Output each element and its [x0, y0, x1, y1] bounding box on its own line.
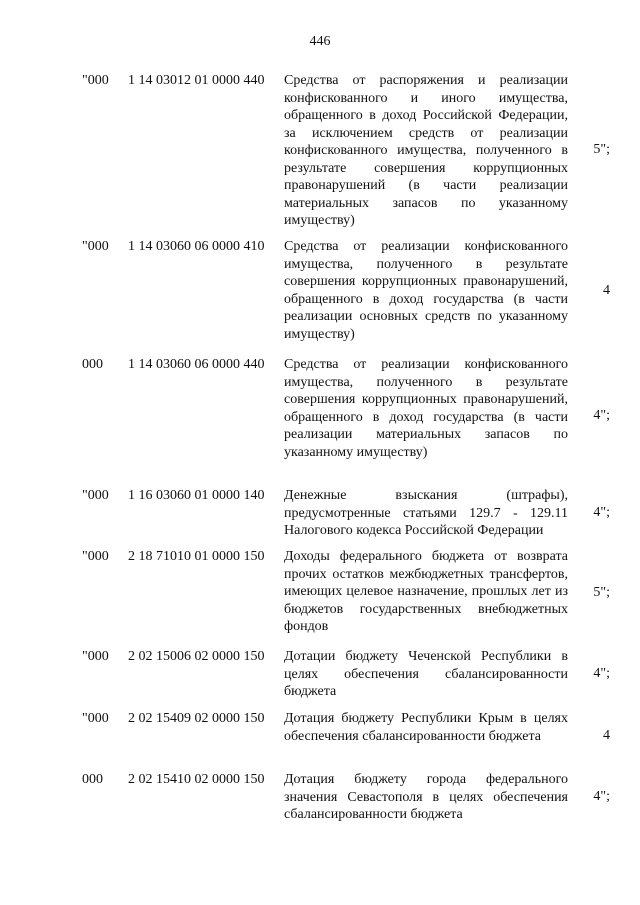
row-norm: 4	[603, 283, 610, 298]
row-code: 1 14 03012 01 0000 440	[128, 73, 265, 88]
row-norm: 5";	[593, 142, 610, 157]
row-prefix: "000	[82, 488, 109, 503]
row-norm: 4";	[593, 505, 610, 520]
row-prefix: "000	[82, 649, 109, 664]
row-prefix: "000	[82, 549, 109, 564]
row-norm: 4";	[593, 789, 610, 804]
row-code: 1 16 03060 01 0000 140	[128, 488, 265, 503]
page-number: 446	[309, 34, 331, 49]
row-prefix: "000	[82, 73, 109, 88]
row-norm: 4	[603, 728, 610, 743]
row-description: Средства от реализации конфискованного имущества, полученного в результате совершения коррупционных правонарушений, обращенного в доход государства (в части реализации основных средств по указанному имуществу)	[284, 239, 568, 342]
row-description: Доходы федерального бюджета от возврата прочих остатков межбюджетных трансфертов, имеющих целевое назначение, прошлых лет из бюджетов государственных внебюджетных фондов	[284, 549, 568, 634]
row-description: Средства от распоряжения и реализации конфискованного и иного имущества, обращенного в доход Российской Федерации, за исключением средств от реализации конфискованного имущества, полученного в результате совершения коррупционных правонарушений (в части реализации материальных запасов по указанному имуществу)	[284, 73, 568, 228]
row-description: Дотация бюджету города федерального значения Севастополя в целях обеспечения сбалансированности бюджета	[284, 772, 568, 822]
row-norm: 5";	[593, 585, 610, 600]
row-code: 2 02 15409 02 0000 150	[128, 711, 265, 726]
row-code: 2 18 71010 01 0000 150	[128, 549, 265, 564]
row-description: Дотация бюджету Республики Крым в целях обеспечения сбалансированности бюджета	[284, 711, 568, 744]
row-description: Средства от реализации конфискованного имущества, полученного в результате совершения коррупционных правонарушений, обращенного в доход государства (в части реализации материальных запасов по указанному имуществу)	[284, 357, 568, 460]
row-code: 2 02 15006 02 0000 150	[128, 649, 265, 664]
row-code: 1 14 03060 06 0000 440	[128, 357, 265, 372]
row-code: 1 14 03060 06 0000 410	[128, 239, 265, 254]
row-code: 2 02 15410 02 0000 150	[128, 772, 265, 787]
row-prefix: "000	[82, 711, 109, 726]
row-prefix: 000	[82, 357, 103, 372]
row-norm: 4";	[593, 408, 610, 423]
row-prefix: "000	[82, 239, 109, 254]
row-description: Дотации бюджету Чеченской Республики в целях обеспечения сбалансированности бюджета	[284, 649, 568, 699]
row-norm: 4";	[593, 666, 610, 681]
row-description: Денежные взыскания (штрафы), предусмотренные статьями 129.7 - 129.11 Налогового кодекса Российской Федерации	[284, 488, 568, 538]
row-prefix: 000	[82, 772, 103, 787]
